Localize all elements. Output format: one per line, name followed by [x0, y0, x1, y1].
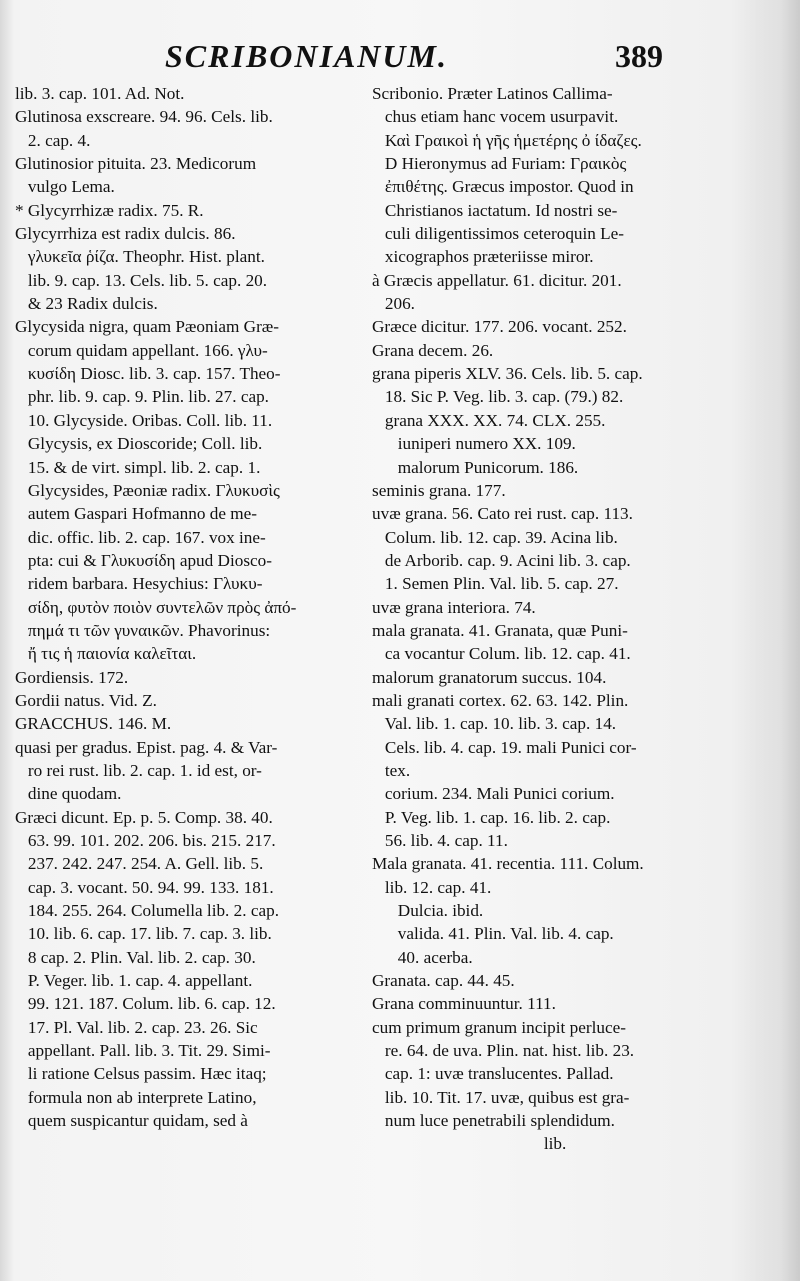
index-entry-line: mala granata. 41. Granata, quæ Puni-	[372, 620, 628, 640]
index-entry-line: 10. Glycyside. Oribas. Coll. lib. 11.	[15, 410, 273, 430]
index-entry-line: 8 cap. 2. Plin. Val. lib. 2. cap. 30.	[15, 947, 256, 967]
index-entry-line: lib. 3. cap. 101. Ad. Not.	[15, 84, 185, 103]
index-entry-line: corium. 234. Mali Punici corium.	[372, 784, 615, 804]
index-entry-line: Colum. lib. 12. cap. 39. Acina lib.	[372, 527, 618, 547]
index-entry-line: formula non ab interprete Latino,	[15, 1087, 257, 1107]
page-header	[0, 38, 800, 78]
index-entry-line: Grana comminuuntur. 111.	[372, 994, 556, 1014]
index-entry-line: ἐπιθέτης. Græcus impostor. Quod in	[372, 177, 634, 197]
index-entry-line: Græce dicitur. 177. 206. vocant. 252.	[372, 317, 627, 337]
index-entry-line: cap. 3. vocant. 50. 94. 99. 133. 181.	[15, 877, 274, 897]
index-entry-line: GRACCHUS. 146. M.	[15, 714, 172, 734]
page-edge-shadow	[730, 0, 800, 1281]
index-entry-line: 18. Sic P. Veg. lib. 3. cap. (79.) 82.	[372, 387, 624, 407]
index-entry-line: 1. Semen Plin. Val. lib. 5. cap. 27.	[372, 574, 619, 594]
index-entry-line: πημά τι τῶν γυναικῶν. Phavorinus:	[15, 620, 271, 640]
index-entry-line: 63. 99. 101. 202. 206. bis. 215. 217.	[15, 831, 276, 850]
index-entry-line: Cels. lib. 4. cap. 19. mali Punici cor-	[372, 737, 637, 757]
index-entry-line: seminis grana. 177.	[372, 480, 506, 500]
index-entry-line: Gordii natus. Vid. Z.	[15, 690, 157, 710]
index-entry-line: 237. 242. 247. 254. A. Gell. lib. 5.	[15, 854, 264, 874]
index-entry-line: num luce penetrabili splendidum.	[372, 1111, 615, 1131]
index-entry-line: phr. lib. 9. cap. 9. Plin. lib. 27. cap.	[15, 387, 269, 407]
index-entry-line: Gordiensis. 172.	[15, 667, 129, 687]
index-entry-line: quasi per gradus. Epist. pag. 4. & Var-	[15, 737, 278, 757]
index-column-left	[15, 82, 360, 1132]
index-entry-line: Glutinosior pituita. 23. Medicorum	[15, 154, 257, 174]
index-entry-line: uvæ grana. 56. Cato rei rust. cap. 113.	[372, 504, 633, 524]
index-entry-line: 184. 255. 264. Columella lib. 2. cap.	[15, 901, 279, 921]
index-entry-line: 206.	[372, 294, 415, 314]
index-entry-line: Scribonio. Præter Latinos Callima-	[372, 84, 613, 103]
index-entry-line: Grana decem. 26.	[372, 340, 494, 360]
index-entry-line: Glycysis, ex Dioscoride; Coll. lib.	[15, 434, 263, 454]
index-entry-line: κυσίδη Diosc. lib. 3. cap. 157. Theo-	[15, 364, 281, 384]
running-head: SCRIBONIANUM.	[165, 38, 448, 74]
index-entry-line: Glutinosa exscreare. 94. 96. Cels. lib.	[15, 107, 273, 127]
index-entry-line: 2. cap. 4.	[15, 130, 91, 150]
index-entry-line: Granata. cap. 44. 45.	[372, 971, 515, 991]
page-number: 389	[615, 38, 663, 74]
index-entry-line: lib. 9. cap. 13. Cels. lib. 5. cap. 20.	[15, 270, 268, 290]
index-entry-line: P. Veger. lib. 1. cap. 4. appellant.	[15, 971, 253, 991]
index-entry-line: iuniperi numero XX. 109.	[372, 434, 576, 454]
index-entry-line: 40. acerba.	[372, 947, 473, 967]
index-entry-line: cap. 1: uvæ translucentes. Pallad.	[372, 1064, 614, 1084]
index-entry-line: 15. & de virt. simpl. lib. 2. cap. 1.	[15, 457, 261, 477]
index-entry-line: 10. lib. 6. cap. 17. lib. 7. cap. 3. lib.	[15, 924, 272, 944]
index-entry-line: pta: cui & Γλυκυσίδη apud Diosco-	[15, 550, 272, 570]
index-entry-line: mali granati cortex. 62. 63. 142. Plin.	[372, 690, 629, 710]
index-entry-line: γλυκεῖα ῥίζα. Theophr. Hist. plant.	[15, 247, 265, 267]
index-entry-line: chus etiam hanc vocem usurpavit.	[372, 107, 619, 127]
index-entry-line: lib.	[372, 1134, 567, 1154]
index-entry-line: Glycysides, Pæoniæ radix. Γλυκυσὶς	[15, 480, 280, 500]
index-entry-line: ro rei rust. lib. 2. cap. 1. id est, or-	[15, 760, 262, 780]
index-entry-line: Græci dicunt. Ep. p. 5. Comp. 38. 40.	[15, 807, 273, 827]
index-entry-line: dic. offic. lib. 2. cap. 167. vox ine-	[15, 527, 266, 547]
index-entry-line: quem suspicantur quidam, sed à	[15, 1111, 248, 1131]
index-entry-line: corum quidam appellant. 166. γλυ-	[15, 340, 268, 360]
index-entry-line: Glycysida nigra, quam Pæoniam Græ-	[15, 317, 279, 337]
index-entry-line: Mala granata. 41. recentia. 111. Colum.	[372, 854, 644, 874]
index-entry-line: re. 64. de uva. Plin. nat. hist. lib. 23.	[372, 1041, 635, 1061]
index-entry-line: grana XXX. XX. 74. CLX. 255.	[372, 410, 606, 430]
index-entry-line: Dulcia. ibid.	[372, 901, 484, 921]
index-entry-line: appellant. Pall. lib. 3. Tit. 29. Simi-	[15, 1041, 271, 1061]
index-entry-line: vulgo Lema.	[15, 177, 115, 197]
index-entry-line: D Hieronymus ad Furiam: Γραικὸς	[372, 154, 627, 174]
index-entry-line: Καὶ Γραικοὶ ἡ γῆς ἡμετέρης ὀ ίδαζες.	[372, 130, 642, 150]
index-entry-line: * Glycyrrhizæ radix. 75. R.	[15, 200, 204, 220]
index-entry-line: ἤ τις ἡ παιονία καλεῖται.	[15, 644, 197, 664]
index-entry-line: à Græcis appellatur. 61. dicitur. 201.	[372, 270, 622, 290]
index-entry-line: culi diligentissimos ceteroquin Le-	[372, 224, 625, 244]
index-entry-line: & 23 Radix dulcis.	[15, 294, 158, 314]
index-column-right	[372, 82, 717, 1156]
index-entry-line: dine quodam.	[15, 784, 122, 804]
index-entry-line: ca vocantur Colum. lib. 12. cap. 41.	[372, 644, 631, 664]
index-entry-line: σίδη, φυτὸν ποιὸν συντελῶν πρὸς ἀπό-	[15, 597, 297, 617]
index-entry-line: ridem barbara. Hesychius: Γλυκυ-	[15, 574, 263, 594]
index-entry-line: 17. Pl. Val. lib. 2. cap. 23. 26. Sic	[15, 1017, 258, 1037]
index-entry-line: valida. 41. Plin. Val. lib. 4. cap.	[372, 924, 614, 944]
index-entry-line: uvæ grana interiora. 74.	[372, 597, 536, 617]
index-entry-line: malorum granatorum succus. 104.	[372, 667, 607, 687]
index-entry-line: 99. 121. 187. Colum. lib. 6. cap. 12.	[15, 994, 276, 1014]
index-entry-line: xicographos præteriisse miror.	[372, 247, 594, 267]
index-entry-line: tex.	[372, 760, 411, 780]
index-entry-line: malorum Punicorum. 186.	[372, 457, 579, 477]
index-entry-line: lib. 10. Tit. 17. uvæ, quibus est gra-	[372, 1087, 630, 1107]
index-entry-line: cum primum granum incipit perluce-	[372, 1017, 626, 1037]
index-entry-line: Val. lib. 1. cap. 10. lib. 3. cap. 14.	[372, 714, 617, 734]
index-entry-line: lib. 12. cap. 41.	[372, 877, 492, 897]
index-entry-line: autem Gaspari Hofmanno de me-	[15, 504, 257, 524]
index-entry-line: grana piperis XLV. 36. Cels. lib. 5. cap.	[372, 364, 643, 384]
index-entry-line: li ratione Celsus passim. Hæc itaq;	[15, 1064, 267, 1084]
index-entry-line: 56. lib. 4. cap. 11.	[372, 831, 508, 850]
index-entry-line: de Arborib. cap. 9. Acini lib. 3. cap.	[372, 550, 631, 570]
index-entry-line: P. Veg. lib. 1. cap. 16. lib. 2. cap.	[372, 807, 611, 827]
index-entry-line: Christianos iactatum. Id nostri se-	[372, 200, 618, 220]
index-entry-line: Glycyrrhiza est radix dulcis. 86.	[15, 224, 236, 244]
